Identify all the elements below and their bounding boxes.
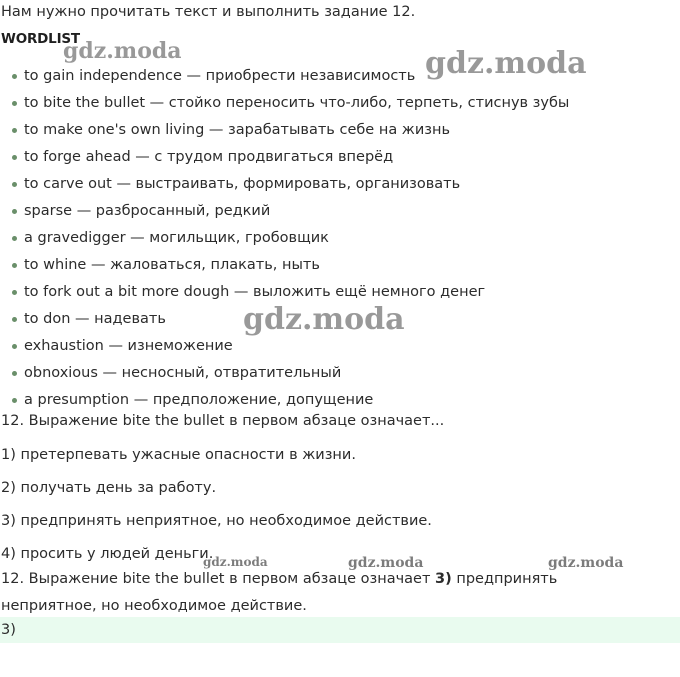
watermark-logo: gdz.moda xyxy=(203,555,268,569)
bullet-icon xyxy=(12,317,17,322)
bullet-icon xyxy=(12,344,17,349)
watermark-logo: gdz.moda xyxy=(548,555,624,571)
list-item: to don — надевать xyxy=(0,309,569,336)
bullet-icon xyxy=(12,398,17,403)
bullet-icon xyxy=(12,236,17,241)
list-item: obnoxious — несносный, отвратительный xyxy=(0,363,569,390)
list-item: to bite the bullet — стойко переносить что-либо, терпеть, стиснув зубы xyxy=(0,93,569,120)
watermark-logo: gdz.moda xyxy=(425,46,587,81)
answer-choice: 3) xyxy=(435,571,452,587)
list-item: to carve out — выстраивать, формировать, организовать xyxy=(0,174,569,201)
option-2: 2) получать день за работу. xyxy=(1,480,217,496)
list-item: to whine — жаловаться, плакать, ныть xyxy=(0,255,569,282)
bullet-icon xyxy=(12,371,17,376)
bullet-icon xyxy=(12,182,17,187)
bullet-icon xyxy=(12,74,17,79)
list-item: to gain independence — приобрести независимость xyxy=(0,66,569,93)
list-item: to forge ahead — с трудом продвигаться вперёд xyxy=(0,147,569,174)
bullet-icon xyxy=(12,128,17,133)
wordlist xyxy=(0,66,569,417)
list-item: exhaustion — изнеможение xyxy=(0,336,569,363)
question-text: 12. Выражение bite the bullet в первом абзаце означает... xyxy=(1,413,445,429)
bullet-icon xyxy=(12,209,17,214)
wordlist-title: WORDLIST xyxy=(1,31,80,47)
watermark-logo: gdz.moda xyxy=(243,302,405,337)
list-item: to fork out a bit more dough — выложить ещё немного денег xyxy=(0,282,569,309)
watermark-logo: gdz.moda xyxy=(348,555,424,571)
list-item: a gravedigger — могильщик, гробовщик xyxy=(0,228,569,255)
bullet-icon xyxy=(12,155,17,160)
list-item: a presumption — предположение, допущение xyxy=(0,390,569,417)
watermark-logo: gdz.moda xyxy=(63,38,182,64)
bullet-icon xyxy=(12,263,17,268)
list-item: sparse — разбросанный, редкий xyxy=(0,201,569,228)
bullet-icon xyxy=(12,101,17,106)
final-answer: 3) xyxy=(1,622,16,638)
option-1: 1) претерпевать ужасные опасности в жизни. xyxy=(1,447,356,463)
list-item: to make one's own living — зарабатывать себе на жизнь xyxy=(0,120,569,147)
answer-text: 12. Выражение bite the bullet в первом абзаце означает 3) предпринять неприятное, но необходимое действие. xyxy=(1,571,558,614)
final-answer-box xyxy=(0,617,680,643)
intro-text: Нам нужно прочитать текст и выполнить задание 12. xyxy=(1,4,416,20)
option-3: 3) предпринять неприятное, но необходимое действие. xyxy=(1,513,432,529)
option-4: 4) просить у людей деньги. xyxy=(1,546,214,562)
bullet-icon xyxy=(12,290,17,295)
